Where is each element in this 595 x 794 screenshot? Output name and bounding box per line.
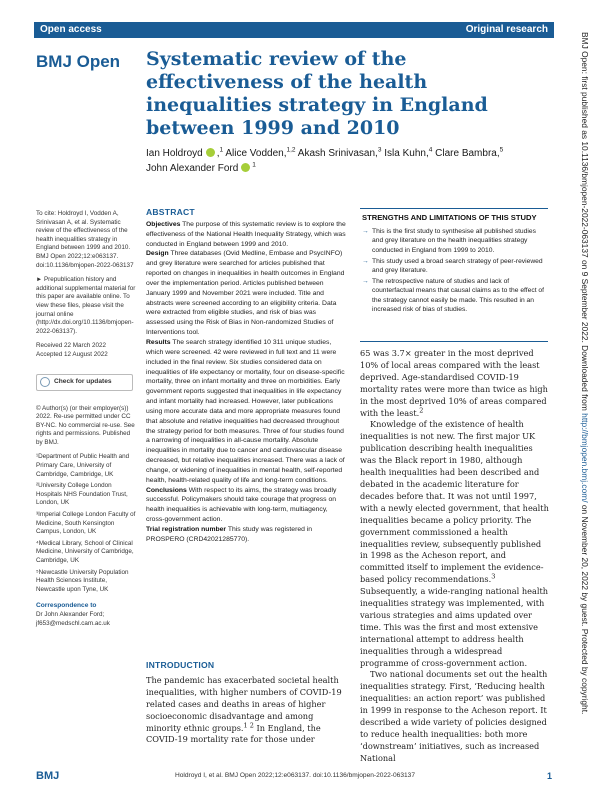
abstract-results: Results The search strategy identified 10 311 unique studies, which were screened. 42 were reviewed in full text and 11 were included in the final review. Six studies considered data on inequalities of life expectancy or mortality, four on disease-specific mortality, three on infant mortality and three on morbidities. Early government reports suggested that inequalities in life expectancy and infant mortality had increased. However, later publications using more accurate data and more appropriate measures found that absolute and relative inequalities had decreased throughout the strategy period for both measures. Three of four studies found a narrowing of inequalities in all-cause mortality. Absolute inequalities in mortality due to cancer and cardiovascular disease decreased, but relative inequalities increased. There was a lack of change, or widening of inequalities in mental health, self-reported health, health-related quality of life and long-term conditions.: [146, 338, 345, 484]
cite-text: To cite: Holdroyd I, Vodden A, Srinivasan A, et al. Systematic review of the effectiveness of the health inequalities strategy in England between 1999 and 2010. BMJ Open 2022;12:e063137. doi:10.1136/bmjopen-2022-063137: [36, 210, 134, 269]
author-name[interactable]: Akash Srinivasan,: [297, 148, 378, 159]
affiliation: ⁴Medical Library, School of Clinical Medicine, University of Cambridge, Cambridge, UK: [36, 539, 134, 564]
affiliation: ¹Department of Public Health and Primary Care, University of Cambridge, Cambridge, UK: [36, 453, 130, 478]
check-updates-label: Check for updates: [54, 377, 112, 385]
correspondence-email[interactable]: jf653@medschl.cam.ac.uk: [36, 619, 110, 627]
strengths-heading: STRENGTHS AND LIMITATIONS OF THIS STUDY: [362, 213, 537, 222]
license-text: © Author(s) (or their employer(s)) 2022. Re-use permitted under CC BY-NC. No commercial re-use. See rights and permissions. Published by BMJ.: [36, 404, 135, 446]
author-name[interactable]: John Alexander Ford: [146, 163, 239, 174]
author-affil-sup: 1,2: [286, 146, 296, 154]
footer-bmj-logo: BMJ: [36, 770, 60, 782]
vertical-citation-text: BMJ Open: first published as 10.1136/bmjopen-2022-063137 on 9 September 2022. Downloaded from http://bmjopen.bmj.com/ on November 20, 2022 by guest. Protected by copyright.: [580, 32, 590, 715]
arrow-icon: →: [362, 257, 369, 265]
abstract-trial-registration: Trial registration number This study was registered in PROSPERO (CRD42021285770).: [146, 526, 313, 543]
orcid-icon[interactable]: [241, 163, 250, 172]
author-name[interactable]: Alice Vodden,: [225, 148, 287, 159]
abstract-objectives: Objectives The purpose of this systematic review is to explore the effectiveness of the National Health Inequality Strategy, which was conducted in England between 1999 and 2010.: [146, 220, 346, 248]
strength-item: → This study used a broad search strategy of peer-reviewed and grey literature.: [362, 257, 543, 275]
introduction-heading: INTRODUCTION: [146, 660, 215, 670]
body-paragraph: Two national documents set out the health inequalities strategy. First, ‘Reducing health inequalities: an action report’ was published in 1999 in response to the Acheson report. It described a wide variety of policies designed to reduce health inequalities: both more ‘downstream’ initiatives, such as increased National: [360, 669, 548, 763]
arrow-icon: →: [362, 278, 369, 286]
orcid-icon[interactable]: [206, 148, 215, 157]
author-affil-sup: 1: [252, 161, 256, 169]
affiliation: ²University College London Hospitals NHS Foundation Trust, London, UK: [36, 482, 128, 507]
correspondence-heading: Correspondence to: [36, 602, 97, 610]
article-sidebar: [36, 210, 136, 628]
abstract-section: [146, 208, 346, 545]
received-date: Received 22 March 2022: [36, 342, 107, 350]
author-name[interactable]: Ian Holdroyd: [146, 148, 203, 159]
introduction-section: [146, 660, 346, 746]
affiliation: ³Imperial College London Faculty of Medicine, South Kensington Campus, London, UK: [36, 511, 136, 536]
abstract-design: Design Three databases (Ovid Medline, Embase and PsycINFO) and grey literature were searched for articles published that reported on changes in inequalities in health outcomes in England over the implementation period. Articles published between January 1999 and November 2021 were included. Title and abstracts were screened according to an eligibility criteria. Data were extracted from eligible studies, and risk of bias was assessed using the Risk of Bias in Non-randomized Studies of Interventions tool.: [146, 250, 345, 337]
author-name[interactable]: Clare Bambra,: [435, 148, 500, 159]
strength-item: → This is the first study to synthesise all published studies and grey literature on the health inequalities strategy conducted in England from 1999 to 2010.: [362, 228, 536, 254]
abstract-heading: ABSTRACT: [146, 207, 195, 217]
author-affil-sup: 5: [499, 146, 504, 154]
strength-item: → The retrospective nature of studies and lack of counterfactual means that causal claims as to the effect of the strategy cannot easily be made. This resulted in an increased risk of bias of studies.: [362, 278, 544, 313]
citation-ref[interactable]: 2: [419, 405, 424, 414]
body-paragraph: 65 was 3.7× greater in the most deprived 10% of local areas compared with the least deprived. Age-standardised COVID-19 mortality rates were more than twice as high in the most deprived 10% of areas compared with the least.$^2$: [360, 348, 548, 418]
body-paragraph: Knowledge of the existence of health inequalities is not new. The first major UK publication describing health inequalities was the Black report in 1980, although health inequalities had been described and debated in the academic literature for decades before that. It was not until 1997, with a newly elected government, that health inequalities became a policy priority. The government commissioned a health inequalities review, subsequently published in 1998 as the Acheson report, and committed itself to implement the evidence-based policy recommendations.$^3$ Subsequently, a wide-ranging national health inequalities strategy was implemented, with various strategies and aims updated over time. This was the first and most extensive international attempt to address health inequalities through a widespread programme of cross-government action.: [360, 419, 549, 668]
author-affil-sup: 1: [219, 146, 224, 154]
author-name[interactable]: Isla Kuhn,: [384, 148, 429, 159]
affiliation: ⁵Newcastle University Population Health Sciences Institute, Newcastle upon Tyne, UK: [36, 568, 129, 593]
refresh-icon: [40, 377, 50, 387]
arrow-icon: →: [362, 228, 369, 236]
page-number: 1: [547, 771, 553, 781]
correspondence-name: Dr John Alexander Ford;: [36, 610, 105, 618]
journal-logo: BMJ Open: [36, 52, 121, 71]
author-affil-sup: 3: [377, 146, 382, 154]
check-updates-button[interactable]: [36, 374, 133, 391]
article-type-label: Original research: [465, 24, 548, 35]
citation-ref[interactable]: 3: [491, 572, 496, 581]
footer-citation: Holdroyd I, et al. BMJ Open 2022;12:e063137. doi:10.1136/bmjopen-2022-063137: [175, 772, 415, 779]
strengths-limitations-box: [360, 208, 548, 342]
citation-ref[interactable]: 1 2: [243, 720, 254, 729]
body-text-column: [360, 348, 550, 765]
open-access-label: Open access: [40, 24, 102, 35]
journal-url-link[interactable]: http://bmjopen.bmj.com/: [580, 413, 590, 503]
author-list: Ian Holdroyd ,$^1$ Alice Vodden,$^{1,2}$ Akash Srinivasan,$^3$ Isla Kuhn,$^4$ Clare Bambra,$^5$ John Alexander Ford $^1$: [146, 146, 504, 174]
header-bar: [34, 22, 554, 38]
abstract-conclusions: Conclusions With respect to its aims, the strategy was broadly successful. Policymakers should take courage that progress on health inequalities is achievable with long-term, multiagency, cross-government action.: [146, 486, 337, 524]
prepub-text[interactable]: ► Prepublication history and additional supplemental material for this paper are available online. To view these files, please visit the journal online (http://dx.doi.org/10.1136/bmjopen-2022-063137).: [36, 276, 136, 335]
introduction-text: The pandemic has exacerbated societal health inequalities, with higher numbers of COVID-19 related cases and deaths in areas of higher socioeconomic disadvantage and among minority ethnic groups.$^{1 2}$ In England, the COVID-19 mortality rate for those under: [146, 674, 342, 745]
accepted-date: Accepted 12 August 2022: [36, 350, 108, 358]
article-title: Systematic review of the effectiveness of the health inequalities strategy in England between 1999 and 2010: [146, 48, 488, 139]
author-affil-sup: 4: [428, 146, 433, 154]
